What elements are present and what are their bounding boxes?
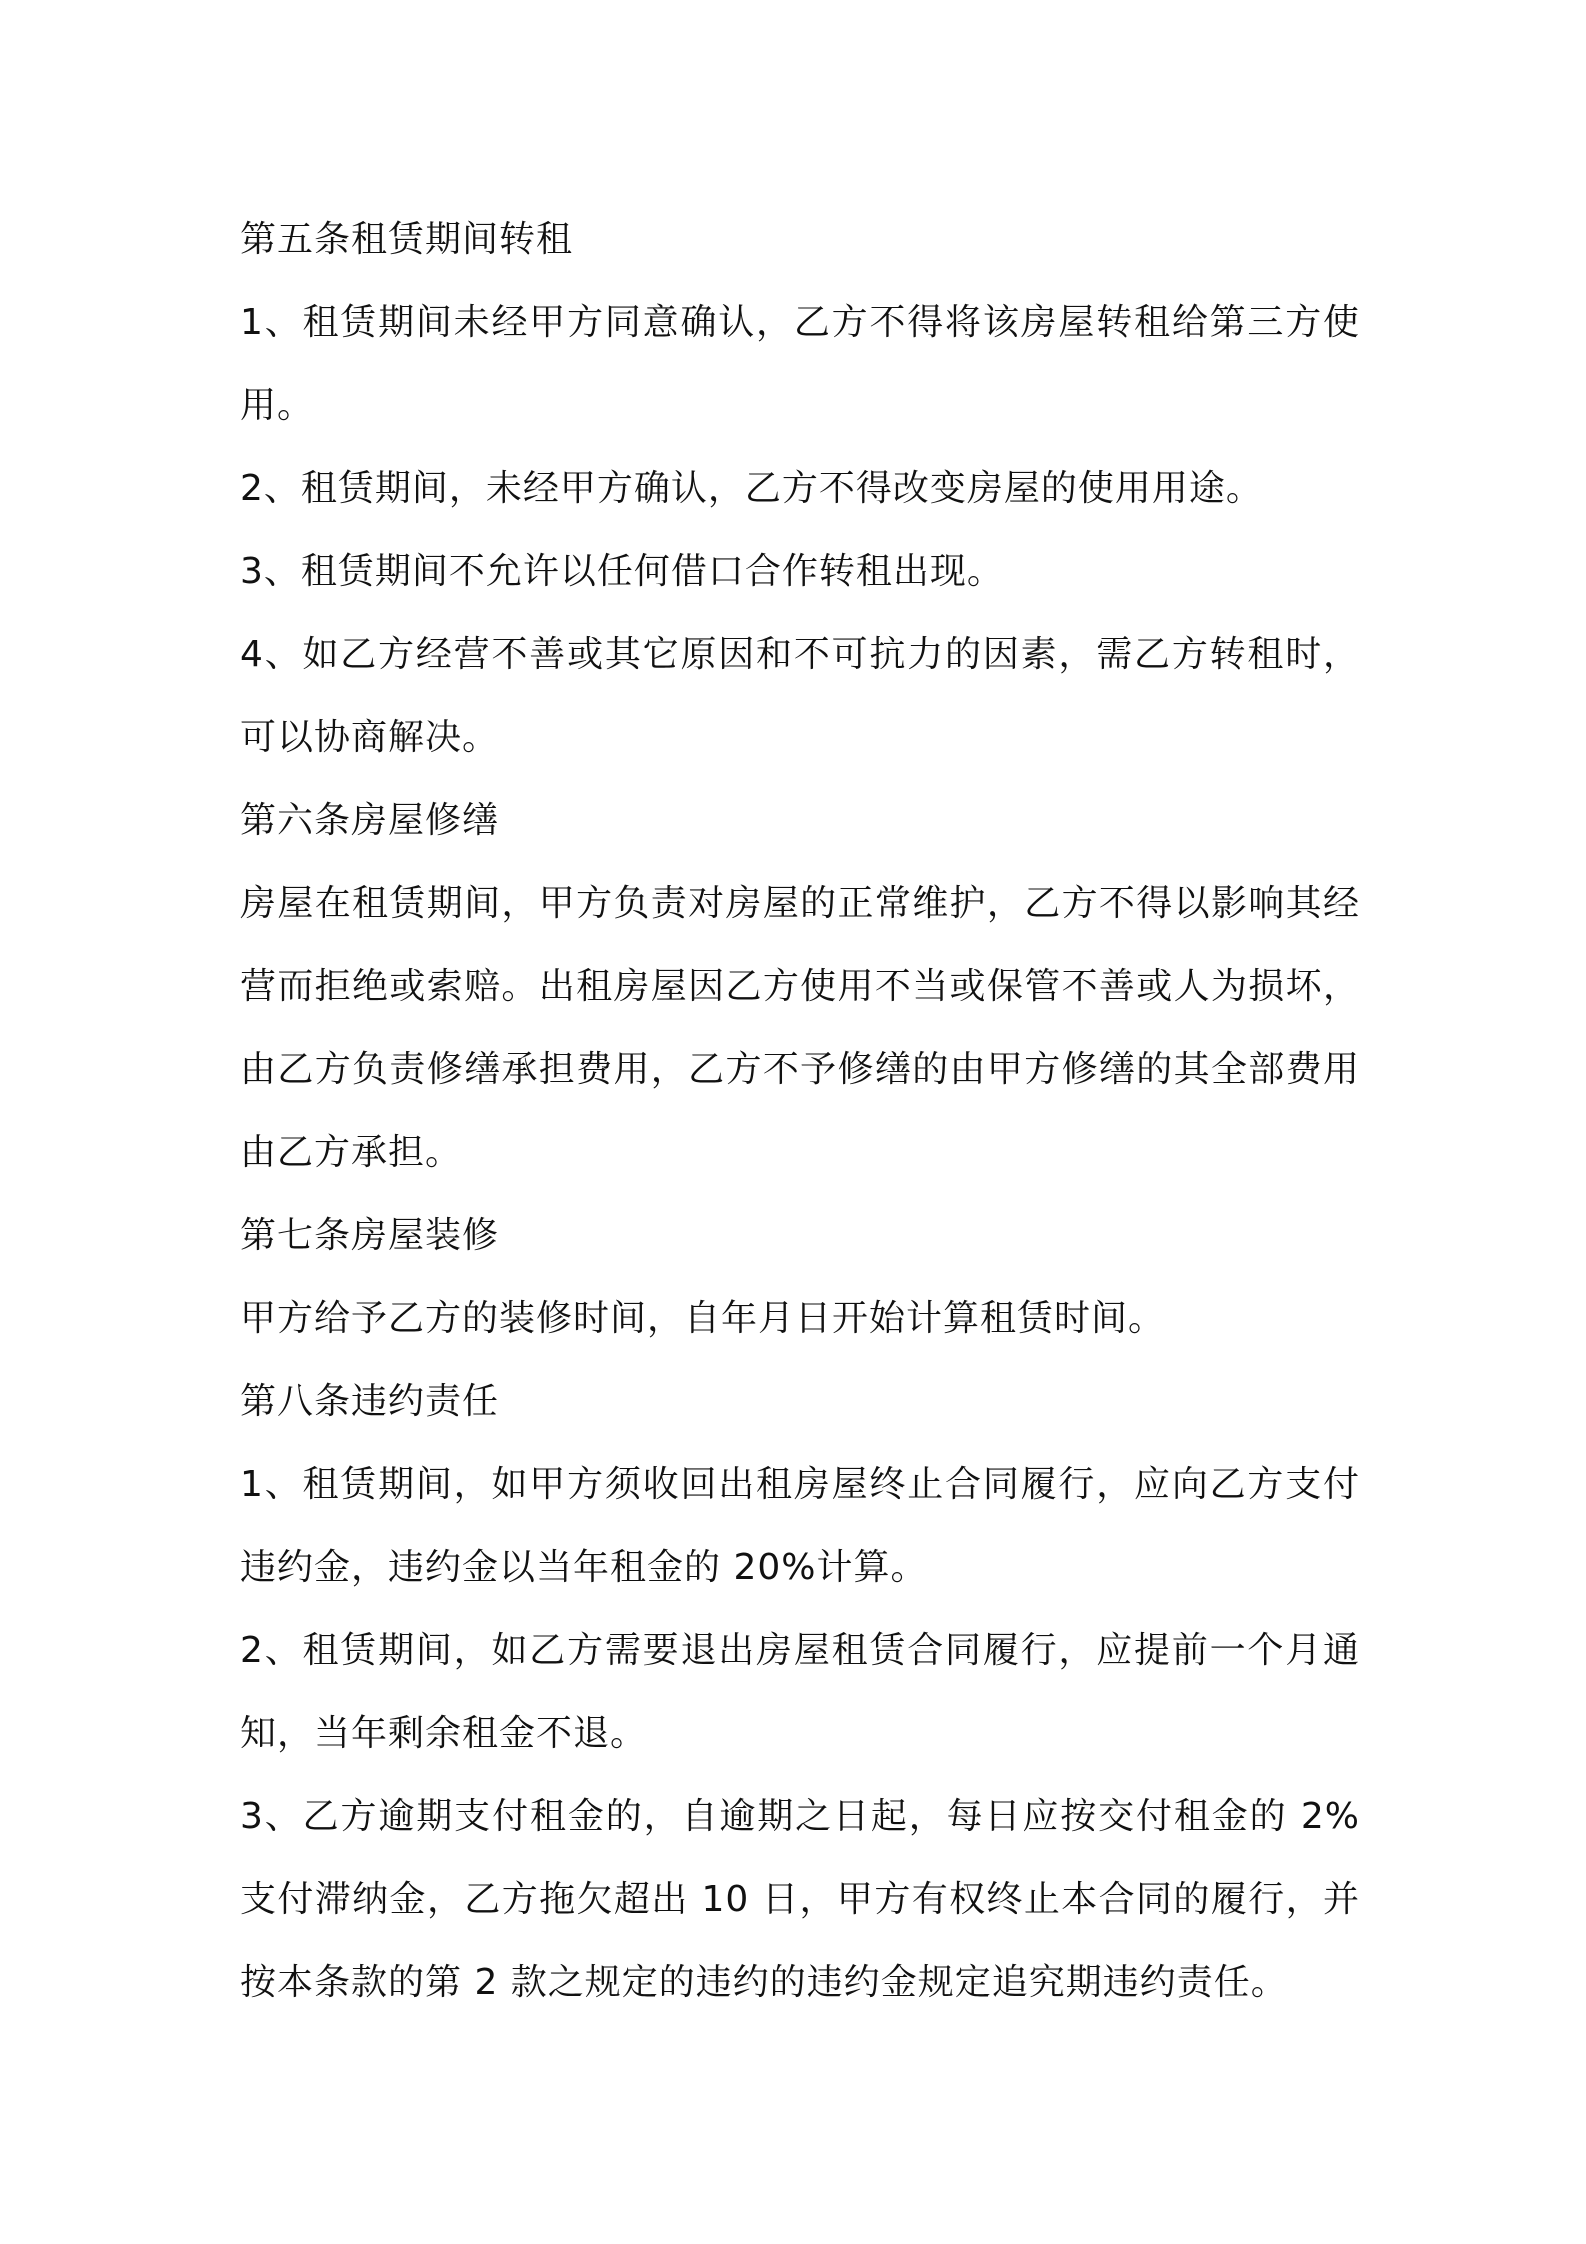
clause-8-3: 3、乙方逾期支付租金的，自逾期之日起，每日应按交付租金的 2%支付滞纳金，乙方拖欠超出 10 日，甲方有权终止本合同的履行，并按本条款的第 2 款之规定的违约的违约金规定追究期违约责任。 xyxy=(240,1796,1360,2003)
section-heading-5: 第五条租赁期间转租 xyxy=(240,219,574,260)
clause-8-1: 1、租赁期间，如甲方须收回出租房屋终止合同履行，应向乙方支付违约金，违约金以当年租金的 20%计算。 xyxy=(240,1464,1360,1588)
section-heading-8: 第八条违约责任 xyxy=(240,1381,500,1422)
clause-5-1: 1、租赁期间未经甲方同意确认，乙方不得将该房屋转租给第三方使用。 xyxy=(240,302,1360,426)
clause-5-4: 4、如乙方经营不善或其它原因和不可抗力的因素，需乙方转租时，可以协商解决。 xyxy=(240,634,1360,758)
section-heading-6: 第六条房屋修缮 xyxy=(240,800,500,841)
clause-5-3: 3、租赁期间不允许以任何借口合作转租出现。 xyxy=(240,551,1004,592)
clause-5-2: 2、租赁期间，未经甲方确认，乙方不得改变房屋的使用用途。 xyxy=(240,468,1263,509)
clause-7-body: 甲方给予乙方的装修时间，自年月日开始计算租赁时间。 xyxy=(240,1298,1166,1339)
clause-6-body: 房屋在租赁期间，甲方负责对房屋的正常维护，乙方不得以影响其经营而拒绝或索赔。出租房屋因乙方使用不当或保管不善或人为损坏，由乙方负责修缮承担费用，乙方不予修缮的由甲方修缮的其全部费用由乙方承担。 xyxy=(240,883,1360,1173)
section-heading-7: 第七条房屋装修 xyxy=(240,1215,500,1256)
document-body xyxy=(240,198,1360,2024)
clause-8-2: 2、租赁期间，如乙方需要退出房屋租赁合同履行，应提前一个月通知，当年剩余租金不退。 xyxy=(240,1630,1360,1754)
